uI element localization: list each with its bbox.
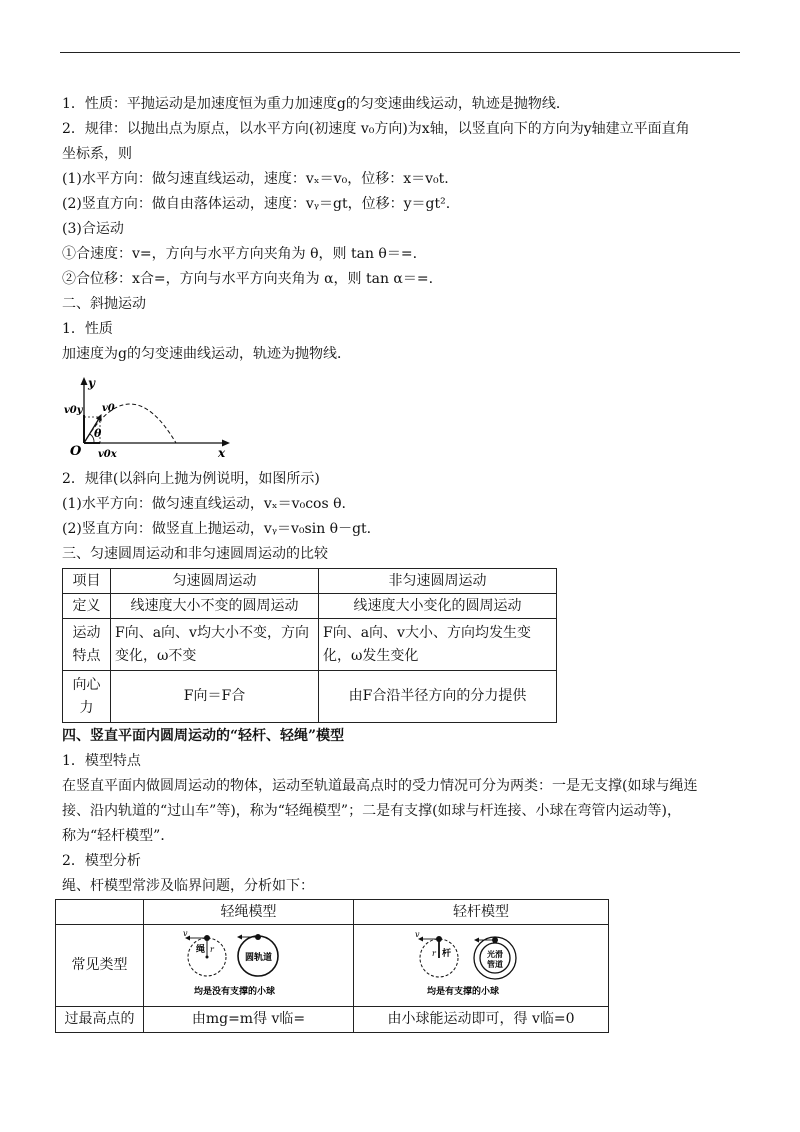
row-label: 向心力 — [63, 671, 111, 723]
v0-label: v0 — [102, 403, 115, 414]
row-label: 运动特点 — [63, 619, 111, 671]
row-label: 常见类型 — [56, 925, 144, 1007]
text-line: (3)合运动 — [62, 221, 124, 237]
projectile-figure — [62, 373, 232, 461]
header-cell: 非匀速圆周运动 — [319, 569, 557, 594]
v0y-label: v0y — [64, 405, 83, 416]
text-line: 1．性质：平抛运动是加速度恒为重力加速度g的匀变速曲线运动，轨迹是抛物线． — [62, 96, 570, 112]
header-cell: 项目 — [63, 569, 111, 594]
header-cell: 轻绳模型 — [144, 900, 354, 925]
text-line: 1．性质 — [62, 321, 113, 337]
text-line: 加速度为g的匀变速曲线运动，轨迹为抛物线． — [62, 346, 351, 362]
table-cell: F向、a向、v均大小不变，方向变化，ω不变 — [111, 619, 319, 671]
x-axis-label: x — [218, 446, 226, 460]
origin-label: O — [70, 444, 82, 459]
rope-caption: 均是没有支撑的小球 — [193, 986, 275, 997]
table-cell: 由小球能运动即可，得 v临=0 — [354, 1007, 609, 1033]
text-line: (1)水平方向：做匀速直线运动，vₓ＝v₀cos θ. — [62, 496, 346, 512]
table-cell: F向＝F合 — [111, 671, 319, 723]
table-cell: 线速度大小变化的圆周运动 — [319, 594, 557, 619]
r-label: r — [209, 944, 214, 954]
text-line: 2．模型分析 — [62, 853, 141, 869]
text-line: 二、斜抛运动 — [62, 296, 146, 312]
text-line: (2)竖直方向：做自由落体运动，速度：vᵧ＝gt，位移：y＝gt². — [62, 196, 451, 212]
text-line: (1)水平方向：做匀速直线运动，速度：vₓ＝v₀，位移：x＝v₀t. — [62, 171, 449, 187]
row-label: 过最高点的 — [56, 1007, 144, 1033]
v-label: v — [415, 929, 420, 939]
rod-model-diagram — [401, 930, 561, 1002]
section-2 — [62, 467, 742, 567]
rod-label: 杆 — [442, 948, 452, 959]
rod-caption: 均是有支撑的小球 — [427, 986, 500, 997]
header-cell: 匀速圆周运动 — [111, 569, 319, 594]
text-line: 三、匀速圆周运动和非匀速圆周运动的比较 — [62, 546, 328, 562]
text-line: 1．模型特点 — [62, 753, 141, 769]
text-line: ②合位移：x合=，方向与水平方向夹角为 α，则 tan α＝=. — [62, 271, 434, 287]
text-line: 称为“轻杆模型”． — [62, 828, 175, 844]
top-rule — [60, 52, 740, 53]
section-4 — [62, 724, 742, 899]
text-line: 在竖直平面内做圆周运动的物体，运动至轨道最高点时的受力情况可分为两类：一是无支撑(如球与绳连 — [62, 778, 698, 794]
comparison-table — [62, 568, 557, 723]
smooth-label: 光滑 — [487, 948, 503, 959]
text-line: 接、沿内轨道的“过山车”等)，称为“轻绳模型”；二是有支撑(如球与杆连接、小球在弯管内运动等)， — [62, 803, 682, 819]
table-cell: F向、a向、v大小、方向均发生变化，ω发生变化 — [319, 619, 557, 671]
text-line: 坐标系，则 — [62, 146, 132, 162]
pipe-label: 管道 — [487, 958, 503, 969]
section-heading: 四、竖直平面内圆周运动的“轻杆、轻绳”模型 — [62, 728, 345, 744]
y-axis-label: y — [88, 376, 95, 390]
text-line: (2)竖直方向：做竖直上抛运动，vᵧ＝v₀sin θ－gt. — [62, 521, 372, 537]
rod-model-cell — [354, 925, 609, 1007]
model-table — [55, 899, 609, 1033]
text-line: 2．规律：以抛出点为原点，以水平方向(初速度 v₀方向)为x轴，以竖直向下的方向为y轴建立平面直角 — [62, 121, 690, 137]
table-cell: 线速度大小不变的圆周运动 — [111, 594, 319, 619]
r-label: r — [432, 948, 436, 958]
track-label: 圆轨道 — [244, 952, 272, 963]
table-cell: 由mg=m得 v临= — [144, 1007, 354, 1033]
text-line: 2．规律(以斜向上抛为例说明，如图所示) — [62, 471, 320, 487]
header-cell: 轻杆模型 — [354, 900, 609, 925]
table-cell: 由F合沿半径方向的分力提供 — [319, 671, 557, 723]
text-line: 绳、杆模型常涉及临界问题，分析如下： — [62, 878, 314, 894]
rope-model-cell — [144, 925, 354, 1007]
header-cell — [56, 900, 144, 925]
row-label: 定义 — [63, 594, 111, 619]
v0x-label: v0x — [98, 449, 117, 460]
theta-label: θ — [94, 427, 102, 440]
section-1 — [62, 92, 742, 367]
v-label: v — [182, 929, 188, 938]
text-line: ①合速度：v=，方向与水平方向夹角为 θ，则 tan θ＝=. — [62, 246, 418, 262]
rope-label: 绳 — [195, 944, 205, 955]
rope-model-diagram — [174, 930, 324, 1002]
